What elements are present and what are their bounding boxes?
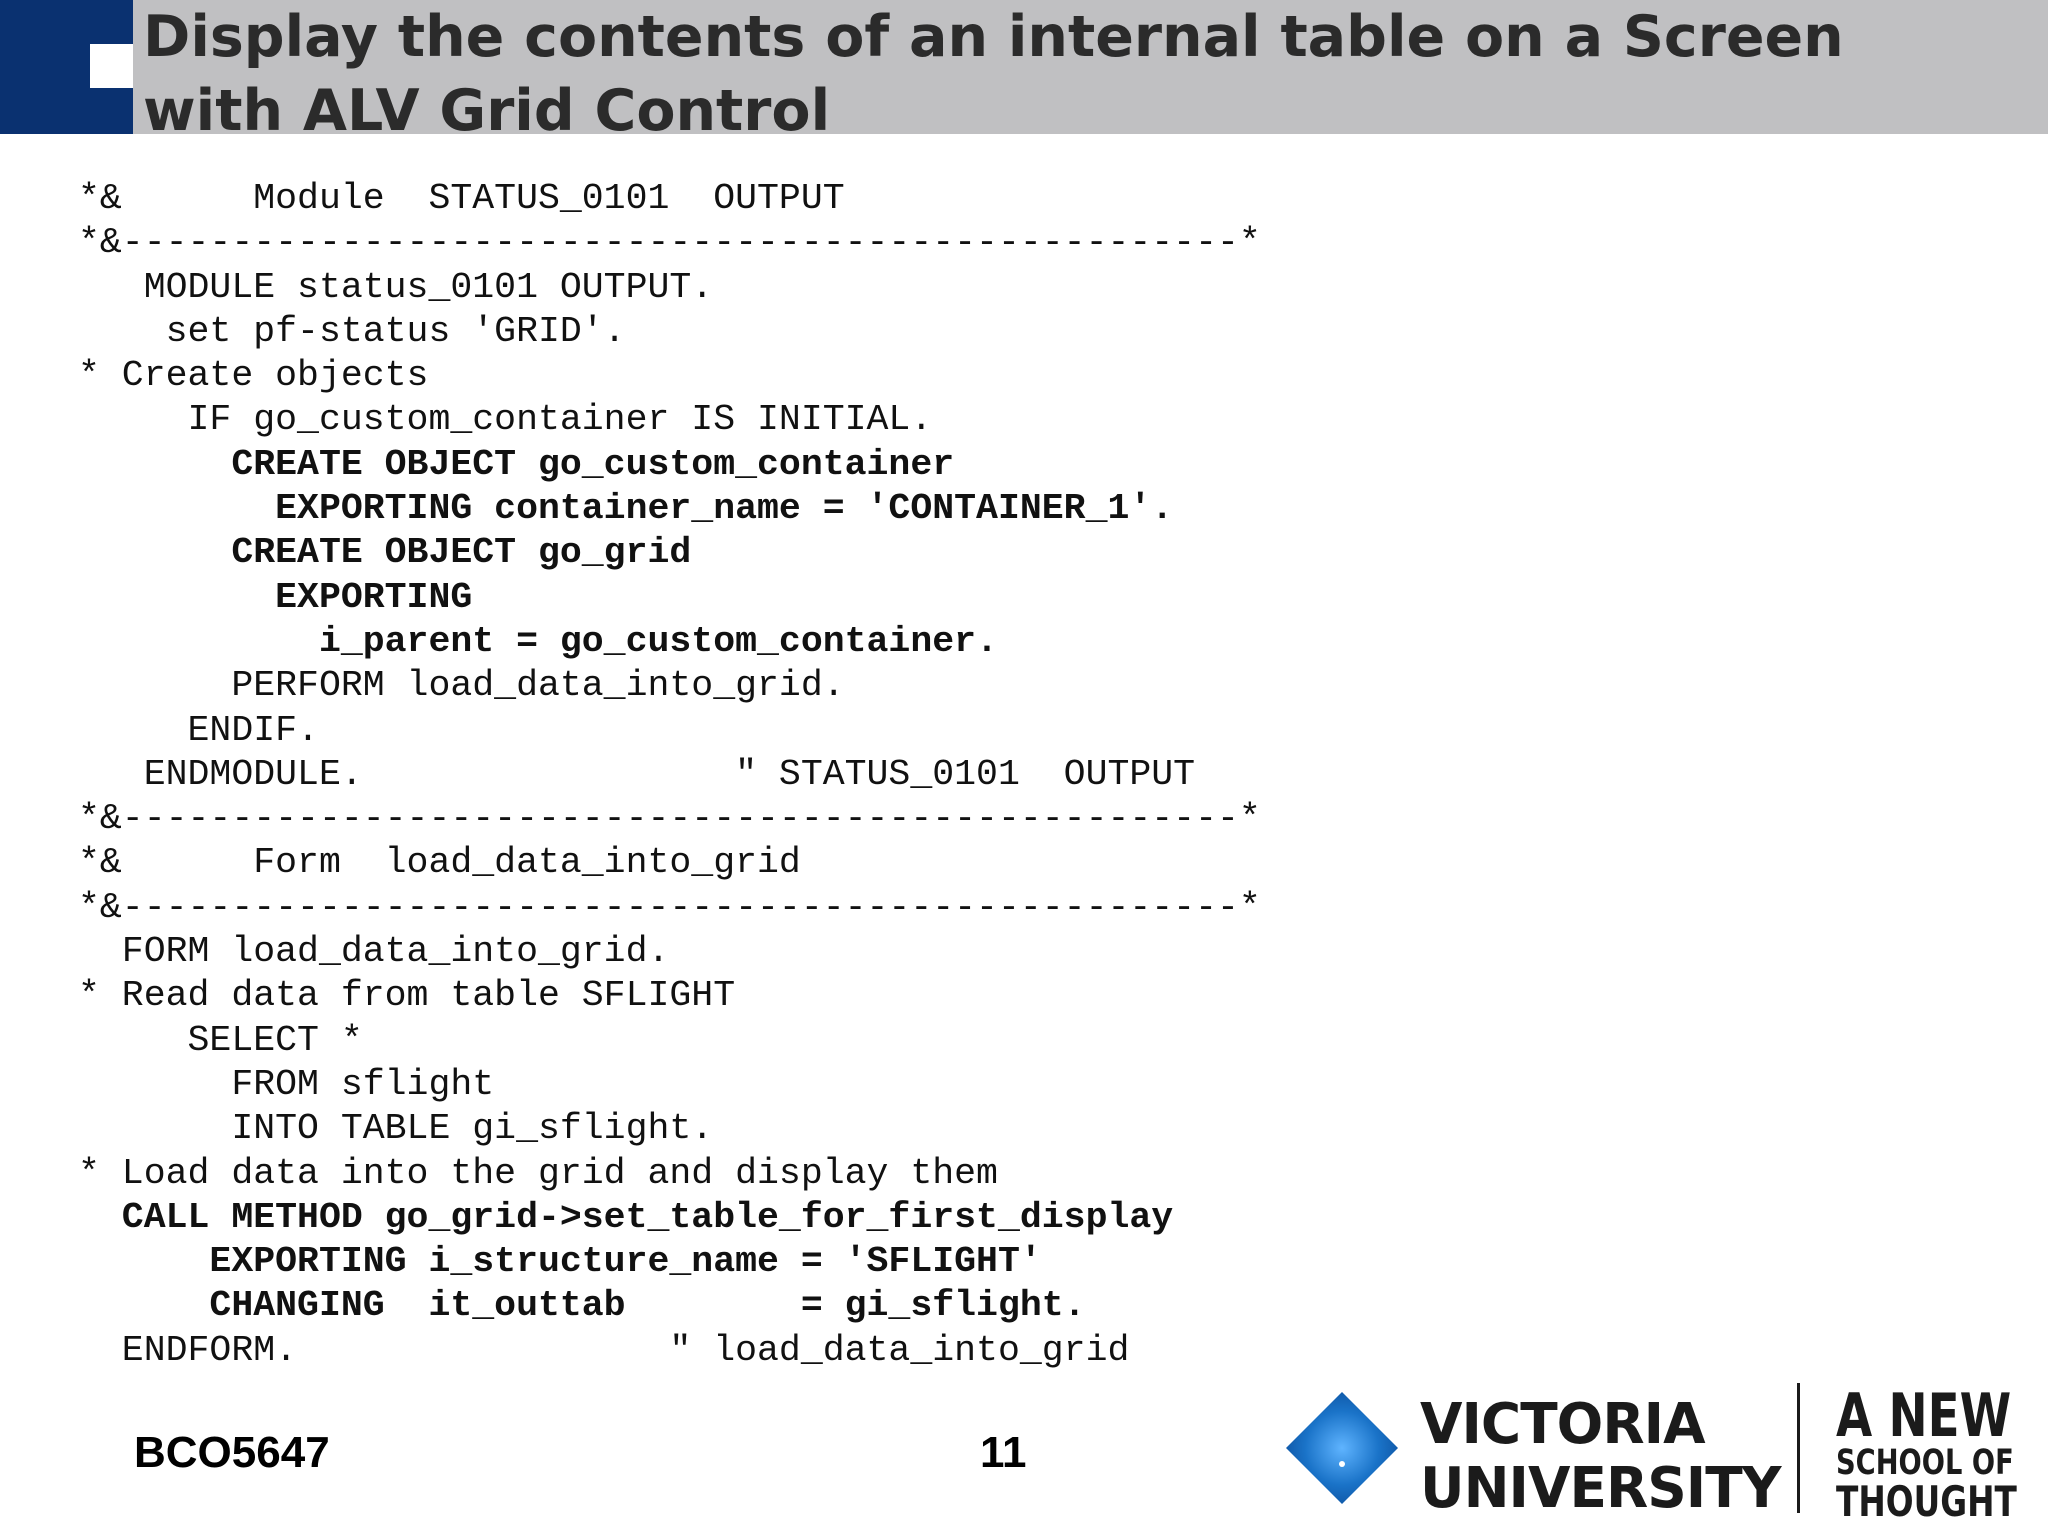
code-line: CALL METHOD go_grid->set_table_for_first_display bbox=[78, 1196, 1174, 1238]
code-line: *&---------------------------------------------------* bbox=[78, 886, 1261, 928]
title-accent-block bbox=[0, 0, 133, 134]
slogan-line-2: SCHOOL OF bbox=[1836, 1443, 2014, 1483]
code-line: CHANGING it_outtab = gi_sflight. bbox=[78, 1285, 1086, 1327]
code-line: ENDIF. bbox=[78, 709, 319, 751]
code-line: ENDFORM. " load_data_into_grid bbox=[78, 1329, 1130, 1371]
code-line: *&---------------------------------------------------* bbox=[78, 798, 1261, 840]
code-line: * Load data into the grid and display them bbox=[78, 1152, 998, 1194]
title-accent-notch bbox=[90, 44, 133, 88]
code-line: CREATE OBJECT go_grid bbox=[78, 532, 692, 574]
code-line: * Create objects bbox=[78, 355, 429, 397]
university-slogan bbox=[1836, 1381, 2017, 1526]
code-line: MODULE status_0101 OUTPUT. bbox=[78, 266, 714, 308]
code-line: EXPORTING i_structure_name = 'SFLIGHT' bbox=[78, 1241, 1042, 1283]
code-line: ENDMODULE. " STATUS_0101 OUTPUT bbox=[78, 753, 1196, 795]
code-line: IF go_custom_container IS INITIAL. bbox=[78, 399, 933, 441]
code-line: FORM load_data_into_grid. bbox=[78, 931, 670, 973]
slide-title bbox=[143, 0, 2023, 148]
university-wordmark-line-2: UNIVERSITY bbox=[1420, 1456, 1781, 1521]
code-line: EXPORTING bbox=[78, 576, 473, 618]
code-line: set pf-status 'GRID'. bbox=[78, 310, 626, 352]
university-wordmark-line-1: VICTORIA bbox=[1420, 1392, 1705, 1457]
code-line: *& Form load_data_into_grid bbox=[78, 842, 801, 884]
page-number: 11 bbox=[980, 1428, 1027, 1477]
university-logo-diamond-icon bbox=[1284, 1390, 1400, 1506]
logo-divider bbox=[1797, 1383, 1800, 1513]
university-wordmark bbox=[1420, 1393, 1780, 1521]
code-line: i_parent = go_custom_container. bbox=[78, 620, 998, 662]
slide-title-line-2: with ALV Grid Control bbox=[143, 78, 831, 144]
code-line: PERFORM load_data_into_grid. bbox=[78, 665, 845, 707]
code-line: * Read data from table SFLIGHT bbox=[78, 975, 736, 1017]
code-line: *&---------------------------------------------------* bbox=[78, 222, 1261, 264]
slide-title-line-1: Display the contents of an internal table on a Screen bbox=[143, 4, 1844, 70]
code-line: SELECT * bbox=[78, 1019, 363, 1061]
slogan-line-3: THOUGHT bbox=[1836, 1477, 2017, 1526]
course-code: BCO5647 bbox=[134, 1428, 330, 1477]
code-line: FROM sflight bbox=[78, 1063, 495, 1105]
code-line: CREATE OBJECT go_custom_container bbox=[78, 443, 955, 485]
slogan-line-1: A NEW bbox=[1836, 1381, 2012, 1451]
code-line: *& Module STATUS_0101 OUTPUT bbox=[78, 178, 845, 219]
code-line: INTO TABLE gi_sflight. bbox=[78, 1108, 714, 1150]
code-listing bbox=[78, 177, 1261, 1373]
code-line: EXPORTING container_name = 'CONTAINER_1'. bbox=[78, 488, 1174, 530]
